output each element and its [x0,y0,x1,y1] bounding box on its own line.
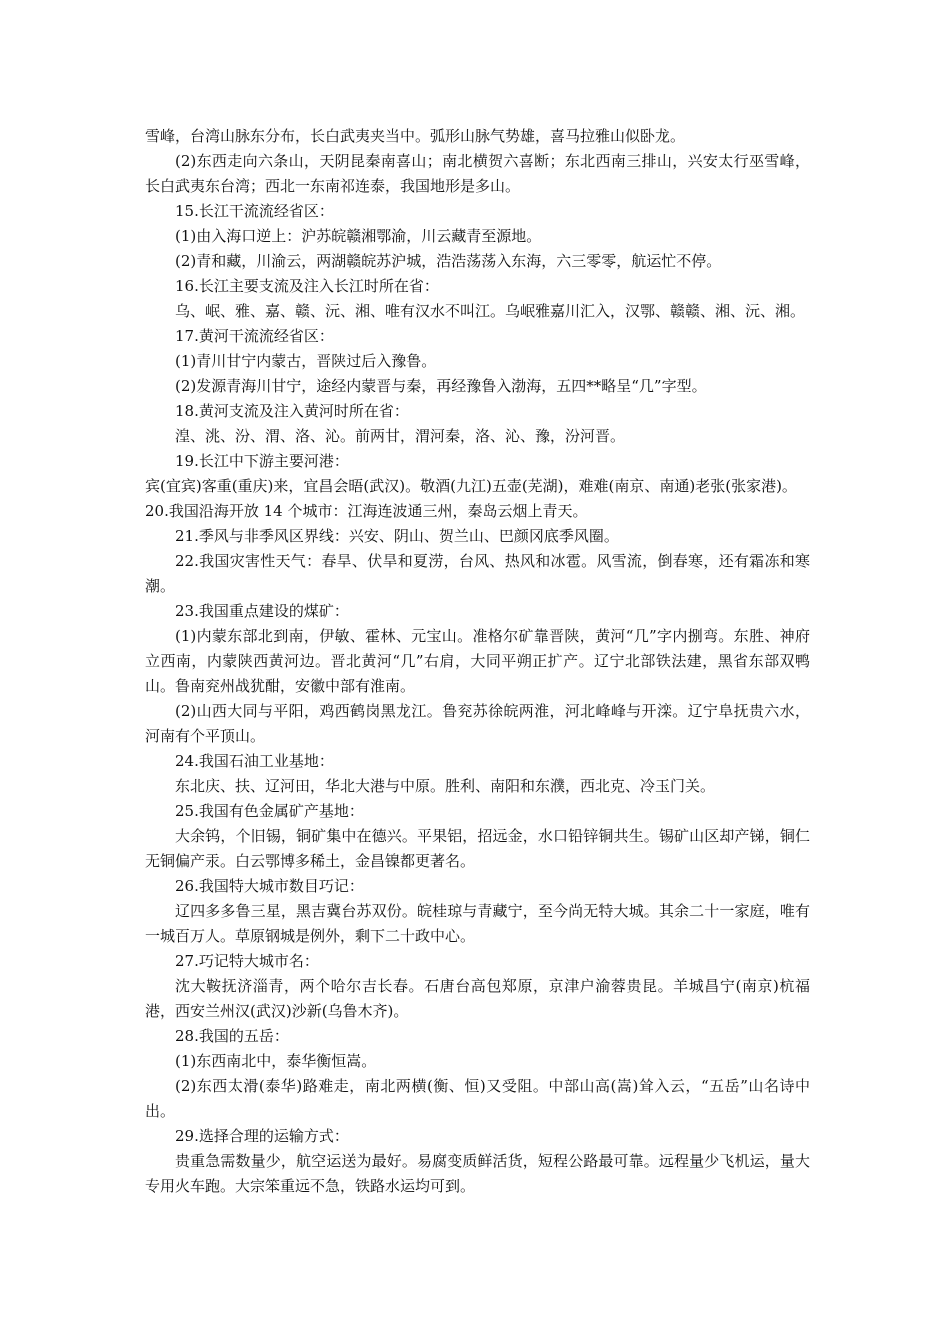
paragraph: (2)山西大同与平阳，鸡西鹤岗黑龙江。鲁兖苏徐皖两淮，河北峰峰与开滦。辽宁阜抚贵六水，河南有个平顶山。 [145,702,810,745]
paragraph: (1)东西南北中，泰华衡恒嵩。 [175,1052,377,1070]
paragraph: 28.我国的五岳： [175,1027,289,1045]
paragraph: 22.我国灾害性天气：春旱、伏旱和夏涝，台风、热风和冰雹。风雪流，倒春寒，还有霜冻和寒潮。 [145,552,810,595]
paragraph: (2)东西走向六条山，天阴昆秦南喜山；南北横贺六喜断；东北西南三排山，兴安太行巫雪峰，长白武夷东台湾；西北一东南祁连泰，我国地形是多山。 [145,152,810,195]
paragraph: 16.长江主要支流及注入长江时所在省： [175,277,439,295]
paragraph: 23.我国重点建设的煤矿： [175,602,349,620]
paragraph: 大余钨，个旧锡，铜矿集中在德兴。平果铝，招远金，水口铅锌铜共生。锡矿山区却产锑，铜仁无铜偏产汞。白云鄂博多稀土，金昌镍都更著名。 [145,827,810,870]
paragraph: (1)青川甘宁内蒙古，晋陕过后入豫鲁。 [175,352,437,370]
document-body [145,124,810,1199]
paragraph: 27.巧记特大城市名： [175,952,319,970]
paragraph: 19.长江中下游主要河港： [175,452,349,470]
paragraph: 29.选择合理的运输方式： [175,1127,349,1145]
paragraph: 17.黄河干流流经省区： [175,327,334,345]
paragraph: 20.我国沿海开放 14 个城市：江海连波通三州，秦岛云烟上青天。 [145,502,588,520]
paragraph: 宾(宜宾)客重(重庆)来，宜昌会晤(武汉)。敬酒(九江)五壶(芜湖)，难难(南京、南通)老张(张家港)。 [145,477,797,495]
paragraph: (2)发源青海川甘宁，途经内蒙晋与秦，再经豫鲁入渤海，五四**略呈“几”字型。 [175,377,707,395]
paragraph: (1)由入海口逆上：沪苏皖赣湘鄂渝，川云藏青至源地。 [175,227,542,245]
paragraph: (1)内蒙东部北到南，伊敏、霍林、元宝山。准格尔矿靠晋陕，黄河“几”字内捌弯。东胜、神府立西南，内蒙陕西黄河边。晋北黄河“几”右肩，大同平朔正扩产。辽宁北部铁法建，黑省东部双鸭山。鲁南兖州战犹酣，安徽中部有淮南。 [145,627,810,695]
paragraph: 贵重急需数量少，航空运送为最好。易腐变质鲜活货，短程公路最可靠。远程量少飞机运，量大专用火车跑。大宗笨重远不急，铁路水运均可到。 [145,1152,810,1195]
paragraph: 24.我国石油工业基地： [175,752,334,770]
paragraph: 26.我国特大城市数目巧记： [175,877,364,895]
paragraph: 沈大鞍抚济淄青，两个哈尔吉长春。石唐台高包郑原，京津户渝蓉贵昆。羊城昌宁(南京)杭福港，西安兰州汉(武汉)沙新(乌鲁木齐)。 [145,977,810,1020]
paragraph: 辽四多多鲁三星，黑吉冀台苏双份。皖桂琼与青藏宁，至今尚无特大城。其余二十一家庭，唯有一城百万人。草原钢城是例外，剩下二十政中心。 [145,902,810,945]
paragraph: 15.长江干流流经省区： [175,202,334,220]
paragraph: 25.我国有色金属矿产基地： [175,802,364,820]
paragraph: 乌、岷、雅、嘉、赣、沅、湘、唯有汉水不叫江。乌岷雅嘉川汇入，汉鄂、赣赣、湘、沅、湘。 [175,302,806,320]
paragraph: 18.黄河支流及注入黄河时所在省： [175,402,409,420]
paragraph: 东北庆、扶、辽河田，华北大港与中原。胜利、南阳和东濮，西北克、冷玉门关。 [175,777,716,795]
paragraph: 21.季风与非季风区界线：兴安、阴山、贺兰山、巴颜冈底季风圈。 [175,527,619,545]
paragraph: 湟、洮、汾、渭、洛、沁。前两甘，渭河秦，洛、沁、豫，汾河晋。 [175,427,626,445]
paragraph: (2)青和藏，川渝云，两湖赣皖苏沪城，浩浩荡荡入东海，六三零零，航运忙不停。 [175,252,722,270]
paragraph: 雪峰，台湾山脉东分布，长白武夷夹当中。弧形山脉气势雄，喜马拉雅山似卧龙。 [145,127,686,145]
paragraph: (2)东西太滑(泰华)路难走，南北两横(衡、恒)又受阻。中部山高(嵩)耸入云，“五岳”山名诗中出。 [145,1077,810,1120]
